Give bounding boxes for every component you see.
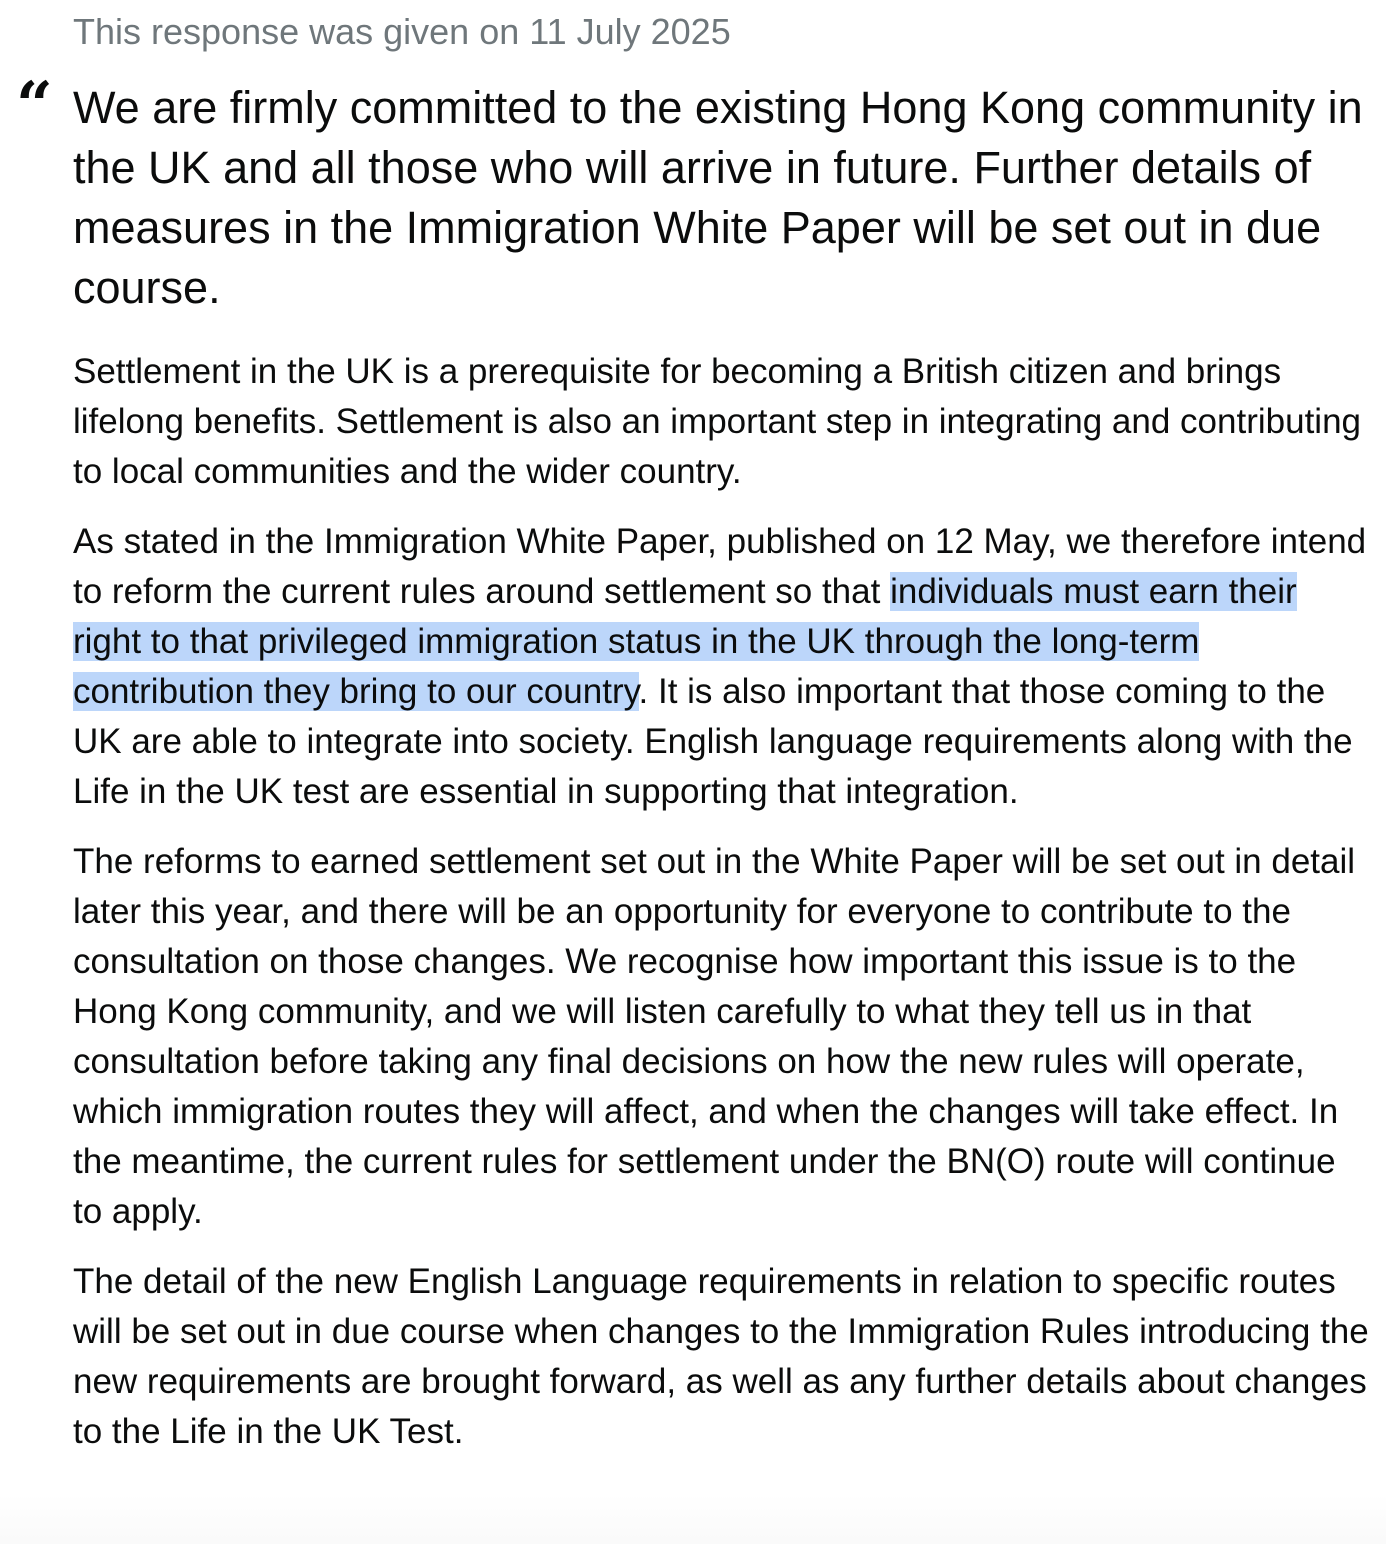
- paragraph-earned-settlement-consultation: The reforms to earned settlement set out in the White Paper will be set out in detail later this year, and there will be an opportunity for everyone to contribute to the consultation on those changes. We recognise how important this issue is to the Hong Kong community, and we will listen carefully to what they tell us in that consultation before taking any final decisions on how the new rules will operate, which immigration routes they will affect, and when the changes will take effect. In the meantime, the current rules for settlement under the BN(O) route will continue to apply.: [73, 842, 1356, 1231]
- paragraph-white-paper-reform-intro: As stated in the Immigration White Paper, published on 12 May, we therefore intend to reform the current rules around settlement so that: [73, 522, 1367, 611]
- paragraph-english-language-requirements: The detail of the new English Language requirements in relation to specific routes will be set out in due course when changes to the Immigration Rules introducing the new requirements are brought forward, as well as any further details about changes to the Life in the UK Test.: [73, 1262, 1369, 1451]
- selected-text-highlight[interactable]: individuals must earn their right to that privileged immigration status in the UK through the long-term contribution they bring to our country: [73, 572, 1297, 711]
- response-date: This response was given on 11 July 2025: [73, 11, 731, 52]
- bottom-fade-overlay: [0, 1494, 1386, 1544]
- quote-mark-icon: “: [16, 68, 53, 143]
- paragraph-white-paper-reform: [73, 517, 1373, 817]
- paragraph-settlement-benefits: Settlement in the UK is a prerequisite for becoming a British citizen and brings lifelong benefits. Settlement is also an important step in integrating and contributing to local communities and the wider country.: [73, 352, 1361, 491]
- response-body: [73, 347, 1373, 1477]
- response-summary-quote: We are firmly committed to the existing Hong Kong community in the UK and all those who will arrive in future. Further details of measures in the Immigration White Paper will be set out in due course.: [73, 82, 1363, 313]
- paragraph-white-paper-reform-rest: . It is also important that those coming to the UK are able to integrate into society. English language requirements along with the Life in the UK test are essential in supporting that integration.: [73, 672, 1353, 811]
